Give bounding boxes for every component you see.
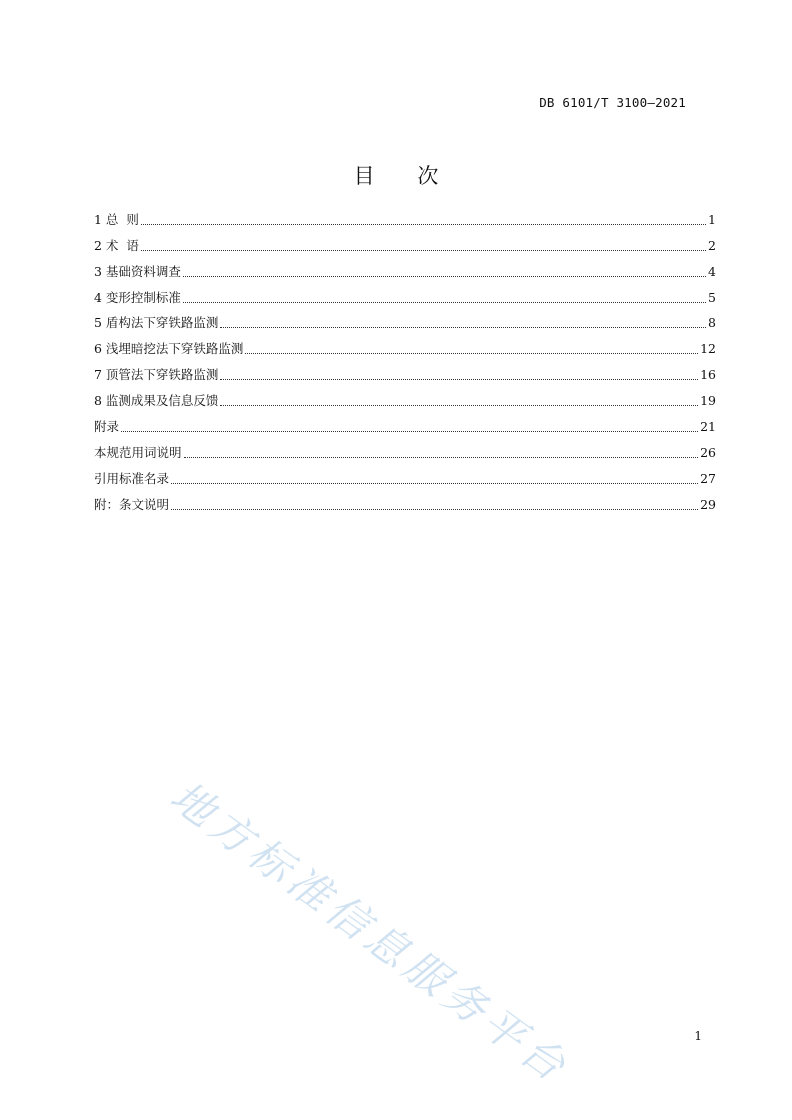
dot-leader <box>220 379 698 380</box>
toc-entry[interactable] <box>94 487 716 513</box>
toc-title: 目 次 <box>353 164 457 188</box>
toc-entry[interactable] <box>94 461 716 487</box>
dot-leader <box>171 483 698 484</box>
toc-entry-label: 附录 <box>94 419 120 435</box>
toc-entry-label: 5 盾构法下穿铁路监测 <box>94 315 219 331</box>
toc-entry-label: 附：条文说明 <box>94 496 170 512</box>
toc-entry-label: 4 变形控制标准 <box>94 289 181 305</box>
toc-entry-label: 1 总 则 <box>94 211 139 227</box>
toc-entry-page: 12 <box>700 341 716 357</box>
toc-entry-label: 引用标准名录 <box>94 470 170 486</box>
toc-entry-label: 本规范用词说明 <box>94 444 182 460</box>
dot-leader <box>183 302 706 303</box>
toc-entry-label: 6 浅埋暗挖法下穿铁路监测 <box>94 341 244 357</box>
dot-leader <box>245 353 698 354</box>
toc-entry-page: 16 <box>700 367 716 383</box>
toc-entry-page: 27 <box>700 470 716 486</box>
dot-leader <box>141 224 706 225</box>
toc-entry-page: 21 <box>700 419 716 435</box>
toc-entry-page: 29 <box>700 496 716 512</box>
toc-entry-label: 7 顶管法下穿铁路监测 <box>94 367 219 383</box>
document-code: DB 6101/T 3100—2021 <box>539 95 686 110</box>
table-of-contents <box>94 202 716 513</box>
toc-entry-page: 4 <box>708 263 716 279</box>
dot-leader <box>183 276 706 277</box>
dot-leader <box>121 431 698 432</box>
toc-entry-page: 2 <box>708 237 716 253</box>
toc-entry-page: 5 <box>708 289 716 305</box>
toc-entry-page: 26 <box>700 444 716 460</box>
dot-leader <box>220 327 706 328</box>
page-number: 1 <box>694 1029 702 1043</box>
toc-entry-label: 8 监测成果及信息反馈 <box>94 393 219 409</box>
toc-entry[interactable] <box>94 306 716 332</box>
toc-entry[interactable] <box>94 435 716 461</box>
toc-entry[interactable] <box>94 202 716 228</box>
dot-leader <box>171 509 698 510</box>
dot-leader <box>184 457 699 458</box>
toc-entry[interactable] <box>94 228 716 254</box>
toc-entry-page: 8 <box>708 315 716 331</box>
toc-entry[interactable] <box>94 331 716 357</box>
toc-entry-label: 2 术 语 <box>94 237 139 253</box>
toc-entry[interactable] <box>94 383 716 409</box>
dot-leader <box>220 405 698 406</box>
toc-entry[interactable] <box>94 254 716 280</box>
toc-entry[interactable] <box>94 357 716 383</box>
toc-entry-page: 19 <box>700 393 716 409</box>
toc-entry-page: 1 <box>708 211 716 227</box>
toc-entry[interactable] <box>94 409 716 435</box>
watermark: 地方标准信息服务平台 <box>161 771 579 1094</box>
toc-entry-label: 3 基础资料调查 <box>94 263 181 279</box>
dot-leader <box>141 250 706 251</box>
toc-entry[interactable] <box>94 280 716 306</box>
